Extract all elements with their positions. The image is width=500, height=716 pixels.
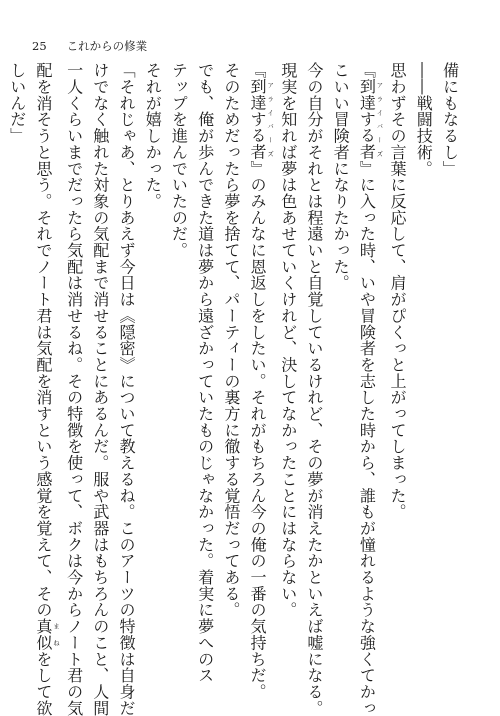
text-line: ――戦闘技術。 bbox=[413, 62, 433, 177]
text-segment: 配を消そうと思う。それでノート君は気配を消すという感覚を覚えて、その bbox=[33, 62, 53, 618]
text-line bbox=[29, 62, 60, 716]
text-line: 現実を知れば夢は色あせていくけれど、決してなかったことにはならない。 bbox=[278, 62, 298, 618]
ruby-base: 到達する者 bbox=[247, 78, 267, 161]
vertical-body-text bbox=[7, 62, 462, 716]
text-segment: 『 bbox=[356, 62, 376, 79]
text-line: しいんだ」 bbox=[7, 62, 27, 144]
chapter-title: これからの修業 bbox=[66, 39, 148, 53]
text-line: それが嬉しかった。 bbox=[142, 62, 162, 210]
text-line: 「それじゃあ、とりあえず今日は《隠密》について教えるね。このアーツの特徴は自身だ bbox=[116, 62, 136, 716]
text-line: 備にもなるし」 bbox=[440, 62, 459, 177]
ruby-annotated-term bbox=[247, 78, 275, 161]
ruby-annotated-term bbox=[356, 78, 384, 161]
ruby-annotated-term bbox=[33, 617, 60, 651]
text-line bbox=[353, 62, 384, 716]
text-segment: をして欲 bbox=[33, 650, 53, 716]
ruby-reading: まね bbox=[51, 617, 60, 651]
text-line: 思わずその言葉に反応して、肩がぴくっと上がってしまった。 bbox=[387, 62, 407, 520]
text-line: テップを進んでいたのだ。 bbox=[168, 62, 188, 259]
text-segment: 』のみんなに恩返しをしたい。それがもちろん今の俺の一番の気持ちだ。 bbox=[247, 160, 267, 700]
text-segment: 『 bbox=[247, 62, 267, 79]
ruby-reading: アライバーズ bbox=[266, 78, 275, 161]
text-line: 今の自分がそれとは程遠いと自覚しているけれど、その夢が消えたかといえば嘘になる。 bbox=[304, 62, 324, 716]
text-segment: 』に入った時、いや冒険者を志した時から、誰もが憧れるような強くてかっ bbox=[356, 160, 376, 716]
text-line: 一人くらいまでだったら気配は消せるね。その特徴を使って、ボクは今からノート君の気 bbox=[64, 62, 84, 716]
text-line: でも、俺が歩んできた道は夢から遠ざかっていたものじゃなかった。着実に夢へのス bbox=[195, 62, 215, 684]
text-line: そのためだったら夢を捨てて、パーティーの裏方に徹する覚悟だってある。 bbox=[221, 62, 241, 618]
running-header bbox=[32, 38, 147, 54]
text-line bbox=[243, 62, 275, 700]
ruby-reading: アライバーズ bbox=[375, 78, 384, 161]
page-number: 25 bbox=[32, 39, 47, 53]
ruby-base: 真似 bbox=[33, 617, 53, 651]
text-line: けでなく触れた対象の気配まで消せることにあるんだ。服や武器はもちろんのこと、人間 bbox=[90, 62, 110, 716]
text-line: こいい冒険者になりたかった。 bbox=[330, 62, 350, 291]
ruby-base: 到達する者 bbox=[356, 78, 376, 161]
